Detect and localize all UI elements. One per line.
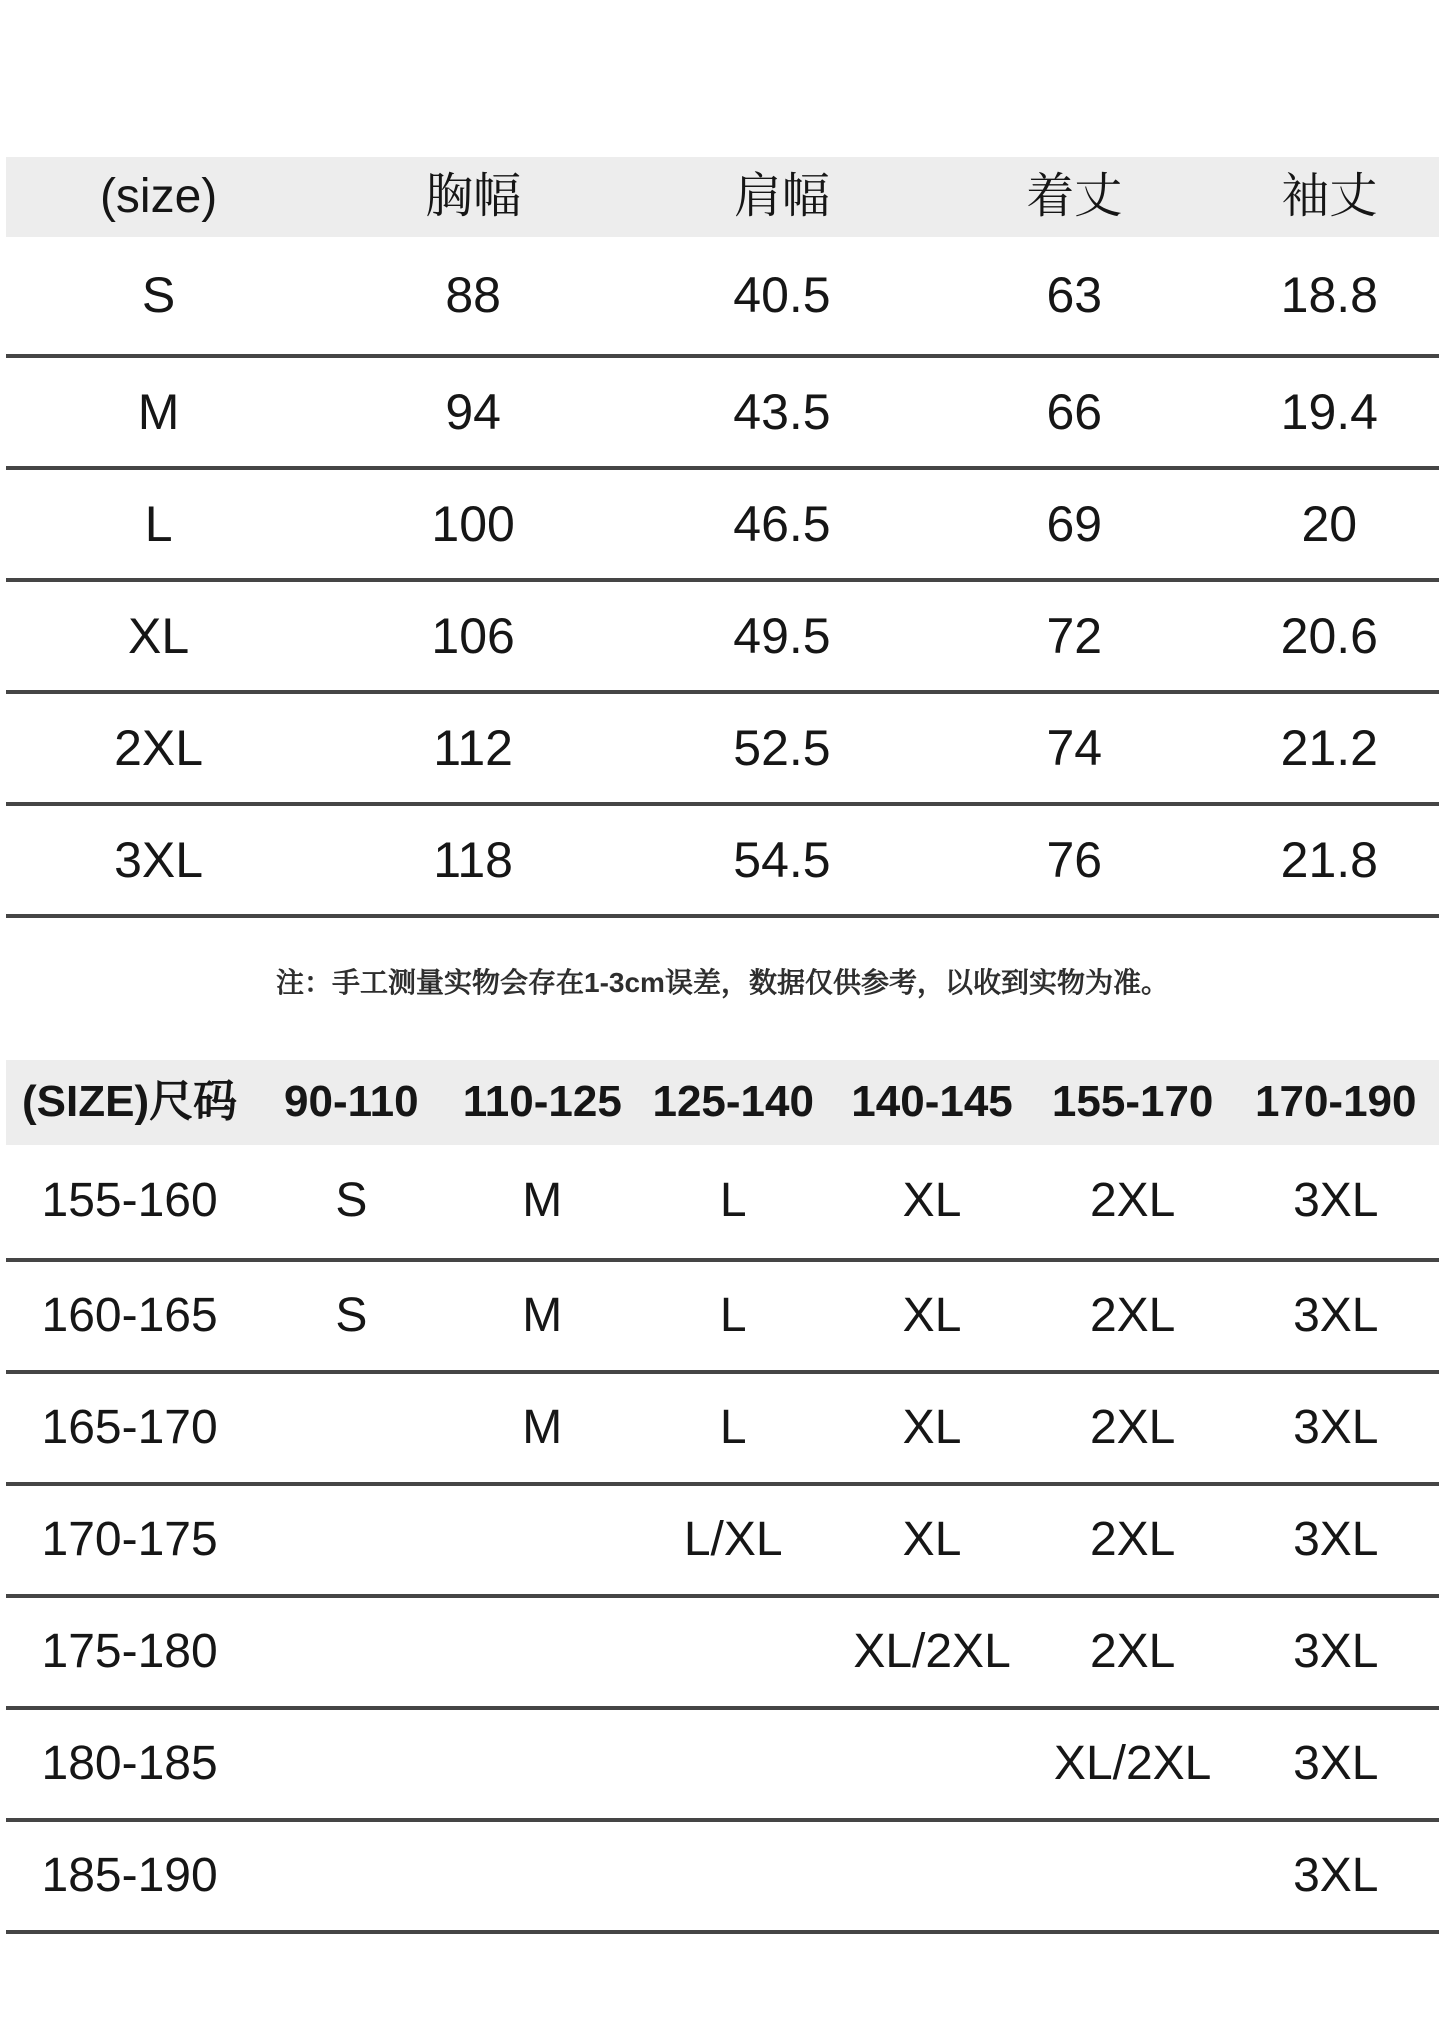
- recommended-size: 3XL: [1293, 1288, 1379, 1342]
- size-chart-rows: [6, 1145, 1439, 1934]
- measurement-value: 72: [1046, 607, 1103, 664]
- recommended-size: 3XL: [1293, 1848, 1379, 1902]
- recommended-size: XL: [902, 1174, 962, 1228]
- measurement-row: [6, 582, 1439, 694]
- recommended-size: M: [522, 1400, 563, 1454]
- height-range-label: 175-180: [41, 1624, 218, 1678]
- header-chest-width: 胸幅: [425, 169, 522, 223]
- measurement-value: 94: [445, 383, 501, 440]
- size-chart-row: [6, 1145, 1439, 1262]
- recommended-size: XL: [902, 1400, 962, 1454]
- recommended-size: L/XL: [683, 1512, 783, 1566]
- recommended-size: 3XL: [1293, 1400, 1379, 1454]
- size-chart-row: [6, 1374, 1439, 1486]
- measurement-value: 19.4: [1280, 383, 1378, 440]
- measurement-value: 118: [433, 831, 513, 888]
- height-range-label: 185-190: [41, 1848, 218, 1902]
- recommended-size: 2XL: [1089, 1288, 1176, 1342]
- header-shoulder-width: 肩幅: [733, 169, 830, 223]
- header-weight-170-190: 170-190: [1255, 1077, 1417, 1127]
- size-label: XL: [128, 607, 190, 664]
- measurement-row: [6, 694, 1439, 806]
- measurement-value: 43.5: [733, 383, 831, 440]
- header-weight-140-145: 140-145: [851, 1077, 1013, 1127]
- measurement-rows: [6, 237, 1439, 918]
- recommended-size: XL/2XL: [853, 1624, 1011, 1678]
- measurement-value: 49.5: [733, 607, 831, 664]
- measurement-value: 112: [433, 719, 513, 776]
- size-chart-row: [6, 1710, 1439, 1822]
- measurement-value: 76: [1046, 831, 1103, 888]
- recommended-size: L: [719, 1400, 747, 1454]
- measurement-value: 100: [431, 495, 515, 552]
- measurement-value: 20.6: [1280, 607, 1378, 664]
- height-range-label: 180-185: [41, 1736, 218, 1790]
- measurement-value: 40.5: [733, 267, 831, 324]
- size-label: S: [141, 267, 176, 324]
- measurement-value: 63: [1046, 267, 1103, 324]
- measurement-value: 69: [1046, 495, 1103, 552]
- height-range-label: 170-175: [41, 1512, 218, 1566]
- header-weight-110-125: 110-125: [462, 1077, 622, 1127]
- size-label: 3XL: [114, 831, 204, 888]
- measurement-value: 21.8: [1280, 831, 1378, 888]
- recommended-size: M: [522, 1288, 563, 1342]
- measurement-value: 106: [431, 607, 515, 664]
- measurement-row: [6, 470, 1439, 582]
- measurement-value: 21.2: [1280, 719, 1378, 776]
- recommended-size: XL: [902, 1512, 962, 1566]
- size-label: M: [137, 383, 180, 440]
- measurement-value: 46.5: [733, 495, 831, 552]
- recommended-size: 3XL: [1293, 1512, 1379, 1566]
- header-weight-125-140: 125-140: [652, 1077, 814, 1127]
- recommended-size: S: [335, 1288, 368, 1342]
- size-label: L: [144, 495, 173, 552]
- size-chart-row: [6, 1822, 1439, 1934]
- recommended-size: 2XL: [1089, 1624, 1176, 1678]
- measurement-value: 20: [1301, 495, 1358, 552]
- measurement-value: 66: [1046, 383, 1103, 440]
- header-garment-length: 着丈: [1026, 169, 1123, 223]
- recommended-size: 3XL: [1293, 1736, 1379, 1790]
- header-sleeve-length: 袖丈: [1281, 169, 1378, 223]
- header-size: (size): [99, 169, 218, 223]
- size-recommendation-table: [6, 1060, 1439, 1934]
- recommended-size: M: [522, 1174, 563, 1228]
- size-chart-row: [6, 1262, 1439, 1374]
- size-label: 2XL: [114, 719, 204, 776]
- recommended-size: 2XL: [1089, 1512, 1176, 1566]
- measurement-row: [6, 237, 1439, 358]
- recommended-size: L: [719, 1174, 747, 1228]
- height-range-label: 165-170: [41, 1400, 218, 1454]
- measurement-table: [6, 157, 1439, 918]
- measurement-value: 88: [445, 267, 501, 324]
- measurement-note: 注：手工测量实物会存在1-3cm误差，数据仅供参考，以收到实物为准。: [276, 967, 1169, 998]
- measurement-row: [6, 358, 1439, 470]
- header-size-label: (SIZE)尺码: [22, 1077, 238, 1127]
- header-weight-155-170: 155-170: [1051, 1077, 1214, 1127]
- recommended-size: XL/2XL: [1053, 1736, 1212, 1790]
- recommended-size: 2XL: [1089, 1174, 1176, 1228]
- measurement-value: 74: [1046, 719, 1103, 776]
- size-chart-row: [6, 1598, 1439, 1710]
- height-range-label: 160-165: [41, 1288, 218, 1342]
- recommended-size: XL: [902, 1288, 962, 1342]
- measurement-value: 54.5: [733, 831, 831, 888]
- measurement-value: 52.5: [733, 719, 831, 776]
- recommended-size: 2XL: [1089, 1400, 1176, 1454]
- measurement-value: 18.8: [1280, 267, 1378, 324]
- header-weight-90-110: 90-110: [284, 1077, 419, 1127]
- recommended-size: 3XL: [1293, 1624, 1379, 1678]
- height-range-label: 155-160: [41, 1174, 218, 1228]
- size-chart-row: [6, 1486, 1439, 1598]
- recommended-size: 3XL: [1293, 1174, 1379, 1228]
- recommended-size: S: [335, 1174, 368, 1228]
- size-chart-header-row: [6, 1060, 1439, 1145]
- measurement-row: [6, 806, 1439, 918]
- measurement-header-row: [6, 157, 1439, 237]
- recommended-size: L: [719, 1288, 747, 1342]
